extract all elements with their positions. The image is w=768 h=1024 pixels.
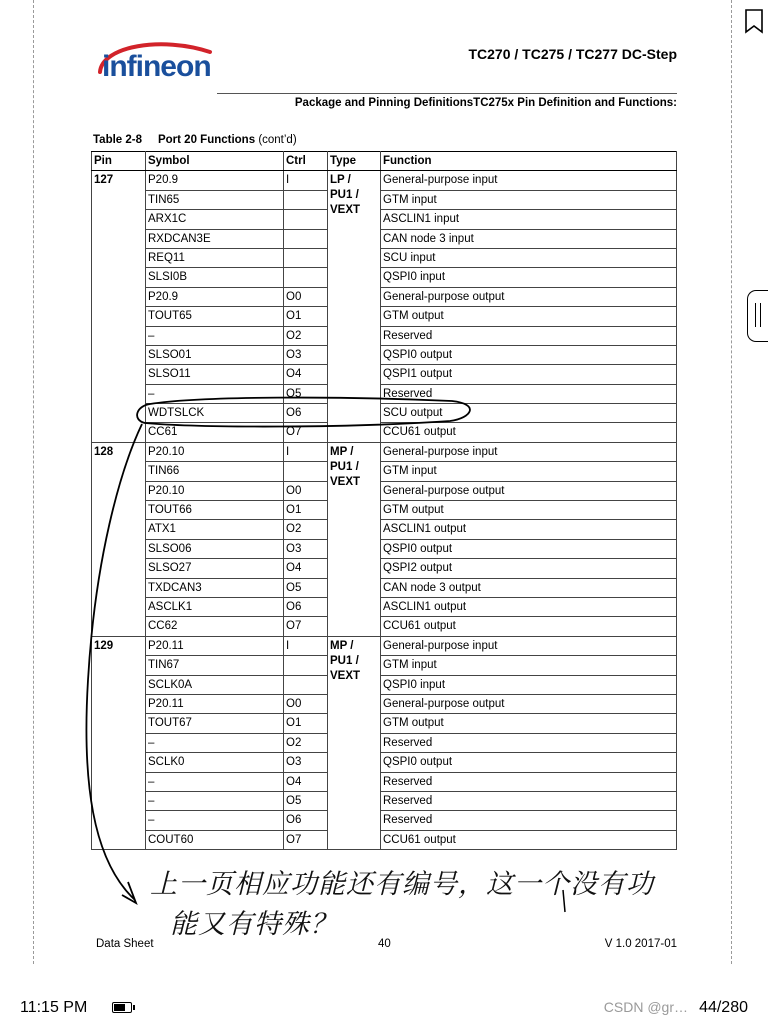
function-cell: GTM input <box>381 656 677 675</box>
ctrl-cell: O2 <box>284 520 328 539</box>
symbol-cell: – <box>146 791 284 810</box>
type-cell: LP / PU1 / VEXT <box>328 171 381 442</box>
ctrl-cell: O6 <box>284 404 328 423</box>
table-row <box>92 617 677 636</box>
table-row <box>92 501 677 520</box>
type-cell: MP / PU1 / VEXT <box>328 442 381 636</box>
table-row <box>92 597 677 616</box>
symbol-cell: TIN67 <box>146 656 284 675</box>
symbol-cell: CC62 <box>146 617 284 636</box>
symbol-cell: – <box>146 326 284 345</box>
ctrl-cell <box>284 210 328 229</box>
svg-text:infineon: infineon <box>102 50 211 83</box>
function-cell: CCU61 output <box>381 830 677 849</box>
function-cell: QSPI0 input <box>381 675 677 694</box>
symbol-cell: – <box>146 733 284 752</box>
function-cell: GTM input <box>381 462 677 481</box>
table-row <box>92 675 677 694</box>
function-cell: Reserved <box>381 384 677 403</box>
function-cell: General-purpose output <box>381 287 677 306</box>
ctrl-cell: O3 <box>284 345 328 364</box>
table-row <box>92 326 677 345</box>
table-row <box>92 791 677 810</box>
symbol-cell: SLSO06 <box>146 539 284 558</box>
table-header-row <box>92 152 677 171</box>
ctrl-cell: O1 <box>284 714 328 733</box>
symbol-cell: SLSO27 <box>146 559 284 578</box>
symbol-cell: – <box>146 811 284 830</box>
symbol-cell: RXDCAN3E <box>146 229 284 248</box>
table-row <box>92 539 677 558</box>
function-cell: QSPI0 input <box>381 268 677 287</box>
infineon-logo <box>92 38 222 98</box>
side-drawer-handle[interactable] <box>747 290 768 342</box>
handwritten-note-line2: 能又有特殊？ <box>170 909 338 940</box>
symbol-cell: TIN66 <box>146 462 284 481</box>
symbol-cell: REQ11 <box>146 248 284 267</box>
ctrl-cell <box>284 675 328 694</box>
symbol-cell: P20.10 <box>146 442 284 461</box>
ctrl-cell <box>284 248 328 267</box>
ctrl-cell: O6 <box>284 597 328 616</box>
ctrl-cell: O4 <box>284 559 328 578</box>
function-cell: Reserved <box>381 326 677 345</box>
symbol-cell: SLSO11 <box>146 365 284 384</box>
footer-doc-type: Data Sheet <box>96 938 154 950</box>
table-row <box>92 481 677 500</box>
table-row <box>92 811 677 830</box>
header-ctrl: Ctrl <box>284 152 328 171</box>
header-symbol: Symbol <box>146 152 284 171</box>
table-row <box>92 733 677 752</box>
symbol-cell: TOUT65 <box>146 307 284 326</box>
symbol-cell: – <box>146 384 284 403</box>
symbol-cell: P20.9 <box>146 287 284 306</box>
table-caption <box>93 134 297 146</box>
function-cell: ASCLIN1 output <box>381 597 677 616</box>
table-caption-suffix: (cont’d) <box>258 134 297 146</box>
symbol-cell: TIN65 <box>146 190 284 209</box>
pen-arrow-head <box>122 882 136 903</box>
header-pin: Pin <box>92 152 146 171</box>
function-cell: Reserved <box>381 811 677 830</box>
function-cell: Reserved <box>381 733 677 752</box>
ctrl-cell: O0 <box>284 481 328 500</box>
table-caption-id: Table 2-8 <box>93 134 142 146</box>
pin-number: 128 <box>92 442 146 636</box>
table-row <box>92 345 677 364</box>
table-row <box>92 210 677 229</box>
table-row <box>92 656 677 675</box>
page-margin-right <box>731 0 732 964</box>
type-cell: MP / PU1 / VEXT <box>328 636 381 849</box>
pin-function-table <box>91 151 677 850</box>
function-cell: General-purpose input <box>381 442 677 461</box>
function-cell: GTM output <box>381 714 677 733</box>
function-cell: General-purpose output <box>381 481 677 500</box>
table-row <box>92 830 677 849</box>
watermark: CSDN @gr… <box>603 999 688 1015</box>
table-row <box>92 423 677 442</box>
function-cell: General-purpose output <box>381 694 677 713</box>
symbol-cell: CC61 <box>146 423 284 442</box>
symbol-cell: P20.11 <box>146 694 284 713</box>
function-cell: GTM output <box>381 307 677 326</box>
ctrl-cell <box>284 229 328 248</box>
symbol-cell: ASCLK1 <box>146 597 284 616</box>
symbol-cell: ARX1C <box>146 210 284 229</box>
table-row <box>92 559 677 578</box>
function-cell: CCU61 output <box>381 423 677 442</box>
symbol-cell: SCLK0A <box>146 675 284 694</box>
function-cell: CAN node 3 output <box>381 578 677 597</box>
function-cell: SCU output <box>381 404 677 423</box>
symbol-cell: COUT60 <box>146 830 284 849</box>
table-row <box>92 462 677 481</box>
table-row <box>92 753 677 772</box>
table-row <box>92 307 677 326</box>
pin-number: 127 <box>92 171 146 442</box>
table-row <box>92 520 677 539</box>
ctrl-cell <box>284 190 328 209</box>
document-title: TC270 / TC275 / TC277 DC-Step <box>468 46 677 62</box>
symbol-cell: – <box>146 772 284 791</box>
table-row <box>92 171 677 190</box>
table-row <box>92 229 677 248</box>
function-cell: CAN node 3 input <box>381 229 677 248</box>
ctrl-cell: O2 <box>284 326 328 345</box>
function-cell: ASCLIN1 output <box>381 520 677 539</box>
ctrl-cell: O0 <box>284 694 328 713</box>
table-caption-title: Port 20 Functions <box>157 134 256 146</box>
ctrl-cell: O7 <box>284 617 328 636</box>
symbol-cell: P20.10 <box>146 481 284 500</box>
ctrl-cell: O4 <box>284 365 328 384</box>
table-row <box>92 694 677 713</box>
ctrl-cell: O0 <box>284 287 328 306</box>
ctrl-cell: I <box>284 442 328 461</box>
ctrl-cell: O5 <box>284 384 328 403</box>
page-counter: 44/280 <box>699 999 748 1016</box>
section-title: Package and Pinning DefinitionsTC275x Pin Definition and Functions: <box>294 97 677 109</box>
symbol-cell: SLSO01 <box>146 345 284 364</box>
table-row <box>92 190 677 209</box>
handwritten-note <box>150 865 710 945</box>
table-row <box>92 772 677 791</box>
table-row <box>92 268 677 287</box>
function-cell: Reserved <box>381 791 677 810</box>
ctrl-cell: O7 <box>284 830 328 849</box>
ctrl-cell: O3 <box>284 539 328 558</box>
symbol-cell: SLSI0B <box>146 268 284 287</box>
ctrl-cell: I <box>284 636 328 655</box>
table-body <box>92 171 677 850</box>
ctrl-cell: O2 <box>284 733 328 752</box>
footer-page-number: 40 <box>378 938 391 950</box>
ctrl-cell: O1 <box>284 501 328 520</box>
status-time: 11:15 PM <box>20 999 88 1016</box>
symbol-cell: TXDCAN3 <box>146 578 284 597</box>
function-cell: General-purpose input <box>381 636 677 655</box>
handwritten-note-line1: 上一页相应功能还有编号，这一个没有功 <box>150 869 654 900</box>
table-row <box>92 248 677 267</box>
header-rule <box>217 93 677 94</box>
symbol-cell: P20.11 <box>146 636 284 655</box>
table-row <box>92 384 677 403</box>
function-cell: ASCLIN1 input <box>381 210 677 229</box>
function-cell: QSPI1 output <box>381 365 677 384</box>
table-row <box>92 714 677 733</box>
table-row <box>92 404 677 423</box>
pin-number: 129 <box>92 636 146 849</box>
table-row <box>92 442 677 461</box>
symbol-cell: ATX1 <box>146 520 284 539</box>
function-cell: SCU input <box>381 248 677 267</box>
ctrl-cell: O4 <box>284 772 328 791</box>
footer-version: V 1.0 2017-01 <box>604 938 677 950</box>
function-cell: General-purpose input <box>381 171 677 190</box>
function-cell: QSPI0 output <box>381 753 677 772</box>
symbol-cell: P20.9 <box>146 171 284 190</box>
header-type: Type <box>328 152 381 171</box>
function-cell: QSPI0 output <box>381 539 677 558</box>
ctrl-cell <box>284 462 328 481</box>
table-row <box>92 365 677 384</box>
ctrl-cell <box>284 656 328 675</box>
function-cell: CCU61 output <box>381 617 677 636</box>
ctrl-cell: I <box>284 171 328 190</box>
ctrl-cell: O5 <box>284 791 328 810</box>
symbol-cell: TOUT66 <box>146 501 284 520</box>
table-row <box>92 636 677 655</box>
function-cell: GTM output <box>381 501 677 520</box>
symbol-cell: WDTSLCK <box>146 404 284 423</box>
header-function: Function <box>381 152 677 171</box>
function-cell: Reserved <box>381 772 677 791</box>
ctrl-cell: O5 <box>284 578 328 597</box>
function-cell: GTM input <box>381 190 677 209</box>
function-cell: QSPI2 output <box>381 559 677 578</box>
battery-icon <box>112 1002 132 1013</box>
symbol-cell: TOUT67 <box>146 714 284 733</box>
bookmark-icon[interactable] <box>744 8 764 34</box>
ctrl-cell: O7 <box>284 423 328 442</box>
ctrl-cell: O6 <box>284 811 328 830</box>
function-cell: QSPI0 output <box>381 345 677 364</box>
symbol-cell: SCLK0 <box>146 753 284 772</box>
ctrl-cell: O1 <box>284 307 328 326</box>
table-row <box>92 578 677 597</box>
ctrl-cell <box>284 268 328 287</box>
page-margin-left <box>33 0 34 964</box>
ctrl-cell: O3 <box>284 753 328 772</box>
table-row <box>92 287 677 306</box>
